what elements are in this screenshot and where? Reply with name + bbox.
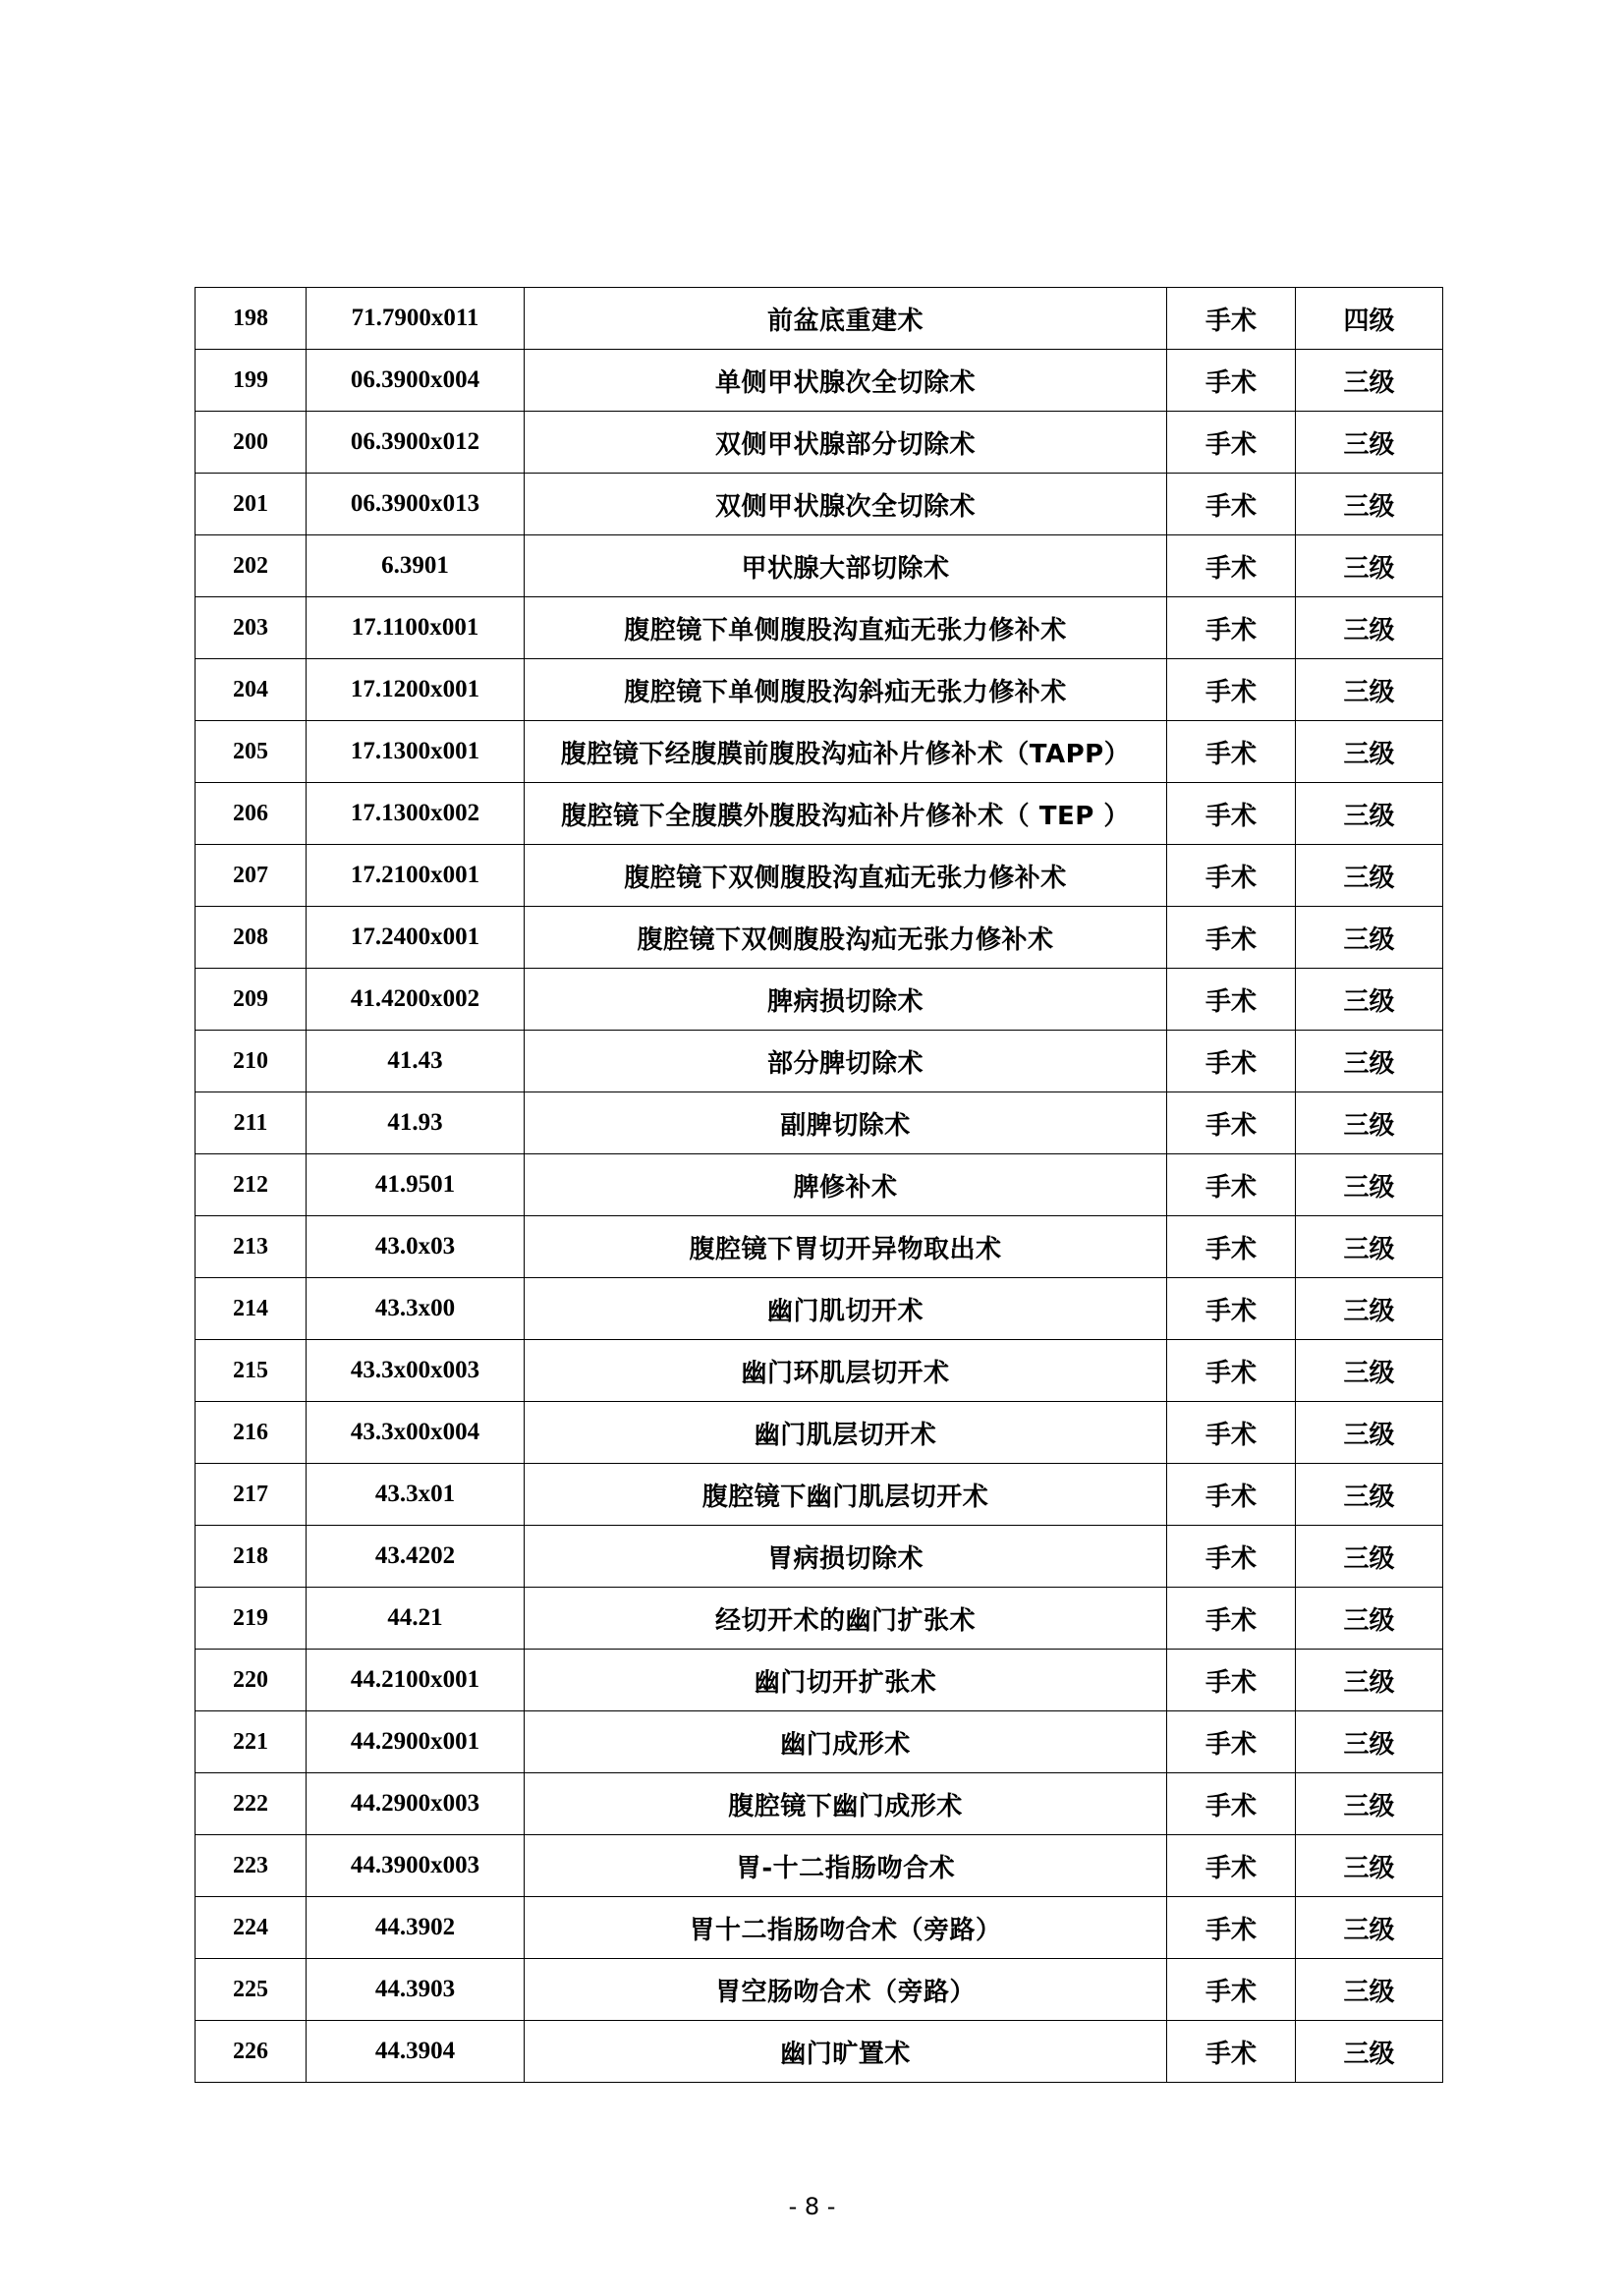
procedure-code-cell: 43.4202 xyxy=(307,1526,525,1588)
procedure-type-cell: 手术 xyxy=(1167,1402,1296,1464)
procedure-name-cell: 腹腔镜下幽门肌层切开术 xyxy=(525,1464,1167,1526)
procedure-type-cell: 手术 xyxy=(1167,1526,1296,1588)
row-number-cell: 222 xyxy=(196,1773,307,1835)
procedure-name-cell: 脾修补术 xyxy=(525,1154,1167,1216)
procedure-name-cell: 腹腔镜下胃切开异物取出术 xyxy=(525,1216,1167,1278)
row-number-cell: 205 xyxy=(196,721,307,783)
procedure-name-cell: 部分脾切除术 xyxy=(525,1031,1167,1092)
table-row xyxy=(196,597,1443,659)
procedure-code-cell: 44.2900x003 xyxy=(307,1773,525,1835)
procedure-name-cell: 幽门肌层切开术 xyxy=(525,1402,1167,1464)
procedure-code-cell: 17.2400x001 xyxy=(307,907,525,969)
procedure-type-cell: 手术 xyxy=(1167,659,1296,721)
table-row xyxy=(196,721,1443,783)
row-number-cell: 203 xyxy=(196,597,307,659)
table-row xyxy=(196,845,1443,907)
procedure-code-cell: 71.7900x011 xyxy=(307,288,525,350)
procedure-code-cell: 44.21 xyxy=(307,1588,525,1650)
procedure-code-cell: 17.1100x001 xyxy=(307,597,525,659)
procedure-code-cell: 44.3903 xyxy=(307,1959,525,2021)
procedure-type-cell: 手术 xyxy=(1167,1835,1296,1897)
procedure-name-cell: 胃-十二指肠吻合术 xyxy=(525,1835,1167,1897)
procedure-level-cell: 三级 xyxy=(1296,1650,1443,1711)
procedure-code-cell: 41.43 xyxy=(307,1031,525,1092)
procedure-code-cell: 6.3901 xyxy=(307,535,525,597)
procedure-name-cell: 腹腔镜下经腹膜前腹股沟疝补片修补术（TAPP） xyxy=(525,721,1167,783)
procedure-type-cell: 手术 xyxy=(1167,597,1296,659)
row-number-cell: 225 xyxy=(196,1959,307,2021)
procedure-type-cell: 手术 xyxy=(1167,1650,1296,1711)
procedure-type-cell: 手术 xyxy=(1167,1154,1296,1216)
procedure-type-cell: 手术 xyxy=(1167,412,1296,474)
procedure-name-cell: 胃十二指肠吻合术（旁路） xyxy=(525,1897,1167,1959)
procedure-name-cell: 前盆底重建术 xyxy=(525,288,1167,350)
row-number-cell: 220 xyxy=(196,1650,307,1711)
table-row xyxy=(196,535,1443,597)
procedure-name-cell: 幽门成形术 xyxy=(525,1711,1167,1773)
procedure-name-cell: 双侧甲状腺次全切除术 xyxy=(525,474,1167,535)
procedure-type-cell: 手术 xyxy=(1167,845,1296,907)
procedure-code-cell: 44.2100x001 xyxy=(307,1650,525,1711)
table-row xyxy=(196,1959,1443,2021)
row-number-cell: 211 xyxy=(196,1092,307,1154)
table-row xyxy=(196,1154,1443,1216)
procedure-level-cell: 三级 xyxy=(1296,1092,1443,1154)
procedure-level-cell: 三级 xyxy=(1296,907,1443,969)
row-number-cell: 198 xyxy=(196,288,307,350)
procedure-level-cell: 三级 xyxy=(1296,1835,1443,1897)
procedure-level-cell: 三级 xyxy=(1296,1588,1443,1650)
row-number-cell: 218 xyxy=(196,1526,307,1588)
procedure-type-cell: 手术 xyxy=(1167,721,1296,783)
procedure-type-cell: 手术 xyxy=(1167,288,1296,350)
procedure-code-cell: 17.2100x001 xyxy=(307,845,525,907)
procedure-name-cell: 腹腔镜下全腹膜外腹股沟疝补片修补术（ TEP ） xyxy=(525,783,1167,845)
table-row xyxy=(196,1711,1443,1773)
row-number-cell: 199 xyxy=(196,350,307,412)
procedure-level-cell: 三级 xyxy=(1296,783,1443,845)
table-row xyxy=(196,350,1443,412)
procedure-name-cell: 腹腔镜下双侧腹股沟直疝无张力修补术 xyxy=(525,845,1167,907)
procedure-level-cell: 三级 xyxy=(1296,2021,1443,2083)
table-row xyxy=(196,1278,1443,1340)
table-row xyxy=(196,907,1443,969)
row-number-cell: 213 xyxy=(196,1216,307,1278)
table-row xyxy=(196,1835,1443,1897)
procedure-name-cell: 脾病损切除术 xyxy=(525,969,1167,1031)
procedure-code-cell: 43.3x00 xyxy=(307,1278,525,1340)
procedure-level-cell: 三级 xyxy=(1296,412,1443,474)
row-number-cell: 201 xyxy=(196,474,307,535)
table-row xyxy=(196,1464,1443,1526)
page-number: - 8 - xyxy=(788,2193,836,2220)
procedure-type-cell: 手术 xyxy=(1167,1773,1296,1835)
row-number-cell: 226 xyxy=(196,2021,307,2083)
row-number-cell: 217 xyxy=(196,1464,307,1526)
procedure-code-cell: 44.2900x001 xyxy=(307,1711,525,1773)
procedure-level-cell: 四级 xyxy=(1296,288,1443,350)
table-row xyxy=(196,1897,1443,1959)
procedure-code-cell: 43.0x03 xyxy=(307,1216,525,1278)
procedure-name-cell: 胃空肠吻合术（旁路） xyxy=(525,1959,1167,2021)
procedure-table xyxy=(195,287,1443,2083)
procedure-code-cell: 06.3900x013 xyxy=(307,474,525,535)
procedure-level-cell: 三级 xyxy=(1296,597,1443,659)
procedure-level-cell: 三级 xyxy=(1296,1154,1443,1216)
table-row xyxy=(196,1031,1443,1092)
procedure-name-cell: 腹腔镜下双侧腹股沟疝无张力修补术 xyxy=(525,907,1167,969)
procedure-level-cell: 三级 xyxy=(1296,474,1443,535)
procedure-type-cell: 手术 xyxy=(1167,1278,1296,1340)
procedure-code-cell: 17.1300x001 xyxy=(307,721,525,783)
procedure-type-cell: 手术 xyxy=(1167,1464,1296,1526)
procedure-table-body xyxy=(196,288,1443,2083)
row-number-cell: 202 xyxy=(196,535,307,597)
procedure-name-cell: 副脾切除术 xyxy=(525,1092,1167,1154)
procedure-type-cell: 手术 xyxy=(1167,1897,1296,1959)
procedure-code-cell: 44.3904 xyxy=(307,2021,525,2083)
procedure-name-cell: 经切开术的幽门扩张术 xyxy=(525,1588,1167,1650)
procedure-code-cell: 44.3902 xyxy=(307,1897,525,1959)
procedure-name-cell: 胃病损切除术 xyxy=(525,1526,1167,1588)
procedure-type-cell: 手术 xyxy=(1167,474,1296,535)
table-row xyxy=(196,969,1443,1031)
procedure-code-cell: 41.93 xyxy=(307,1092,525,1154)
procedure-code-cell: 06.3900x012 xyxy=(307,412,525,474)
table-row xyxy=(196,474,1443,535)
table-row xyxy=(196,288,1443,350)
table-row xyxy=(196,2021,1443,2083)
procedure-level-cell: 三级 xyxy=(1296,1031,1443,1092)
procedure-level-cell: 三级 xyxy=(1296,1216,1443,1278)
procedure-level-cell: 三级 xyxy=(1296,1897,1443,1959)
table-row xyxy=(196,1526,1443,1588)
procedure-type-cell: 手术 xyxy=(1167,2021,1296,2083)
row-number-cell: 223 xyxy=(196,1835,307,1897)
row-number-cell: 210 xyxy=(196,1031,307,1092)
table-row xyxy=(196,783,1443,845)
procedure-level-cell: 三级 xyxy=(1296,1278,1443,1340)
procedure-level-cell: 三级 xyxy=(1296,1711,1443,1773)
procedure-level-cell: 三级 xyxy=(1296,1464,1443,1526)
table-row xyxy=(196,1216,1443,1278)
table-row xyxy=(196,1650,1443,1711)
row-number-cell: 206 xyxy=(196,783,307,845)
procedure-code-cell: 17.1300x002 xyxy=(307,783,525,845)
procedure-code-cell: 43.3x00x003 xyxy=(307,1340,525,1402)
procedure-type-cell: 手术 xyxy=(1167,350,1296,412)
table-row xyxy=(196,412,1443,474)
procedure-type-cell: 手术 xyxy=(1167,907,1296,969)
procedure-level-cell: 三级 xyxy=(1296,535,1443,597)
procedure-level-cell: 三级 xyxy=(1296,1402,1443,1464)
row-number-cell: 207 xyxy=(196,845,307,907)
procedure-type-cell: 手术 xyxy=(1167,535,1296,597)
row-number-cell: 204 xyxy=(196,659,307,721)
procedure-code-cell: 43.3x01 xyxy=(307,1464,525,1526)
procedure-type-cell: 手术 xyxy=(1167,1588,1296,1650)
procedure-name-cell: 幽门环肌层切开术 xyxy=(525,1340,1167,1402)
procedure-name-cell: 幽门旷置术 xyxy=(525,2021,1167,2083)
procedure-level-cell: 三级 xyxy=(1296,969,1443,1031)
procedure-type-cell: 手术 xyxy=(1167,969,1296,1031)
procedure-level-cell: 三级 xyxy=(1296,659,1443,721)
row-number-cell: 219 xyxy=(196,1588,307,1650)
row-number-cell: 216 xyxy=(196,1402,307,1464)
procedure-type-cell: 手术 xyxy=(1167,783,1296,845)
table-row xyxy=(196,659,1443,721)
procedure-code-cell: 43.3x00x004 xyxy=(307,1402,525,1464)
procedure-code-cell: 41.9501 xyxy=(307,1154,525,1216)
procedure-level-cell: 三级 xyxy=(1296,1773,1443,1835)
procedure-name-cell: 甲状腺大部切除术 xyxy=(525,535,1167,597)
row-number-cell: 208 xyxy=(196,907,307,969)
procedure-name-cell: 幽门切开扩张术 xyxy=(525,1650,1167,1711)
row-number-cell: 209 xyxy=(196,969,307,1031)
procedure-code-cell: 41.4200x002 xyxy=(307,969,525,1031)
procedure-level-cell: 三级 xyxy=(1296,721,1443,783)
table-row xyxy=(196,1588,1443,1650)
table-row xyxy=(196,1092,1443,1154)
row-number-cell: 214 xyxy=(196,1278,307,1340)
procedure-name-cell: 幽门肌切开术 xyxy=(525,1278,1167,1340)
procedure-code-cell: 17.1200x001 xyxy=(307,659,525,721)
row-number-cell: 215 xyxy=(196,1340,307,1402)
procedure-code-cell: 06.3900x004 xyxy=(307,350,525,412)
row-number-cell: 200 xyxy=(196,412,307,474)
procedure-type-cell: 手术 xyxy=(1167,1031,1296,1092)
procedure-type-cell: 手术 xyxy=(1167,1216,1296,1278)
procedure-type-cell: 手术 xyxy=(1167,1959,1296,2021)
procedure-name-cell: 单侧甲状腺次全切除术 xyxy=(525,350,1167,412)
procedure-level-cell: 三级 xyxy=(1296,845,1443,907)
procedure-type-cell: 手术 xyxy=(1167,1092,1296,1154)
procedure-name-cell: 双侧甲状腺部分切除术 xyxy=(525,412,1167,474)
table-row xyxy=(196,1773,1443,1835)
procedure-type-cell: 手术 xyxy=(1167,1340,1296,1402)
procedure-level-cell: 三级 xyxy=(1296,1340,1443,1402)
table-row xyxy=(196,1402,1443,1464)
row-number-cell: 221 xyxy=(196,1711,307,1773)
row-number-cell: 212 xyxy=(196,1154,307,1216)
procedure-level-cell: 三级 xyxy=(1296,1959,1443,2021)
procedure-type-cell: 手术 xyxy=(1167,1711,1296,1773)
procedure-code-cell: 44.3900x003 xyxy=(307,1835,525,1897)
procedure-level-cell: 三级 xyxy=(1296,1526,1443,1588)
procedure-level-cell: 三级 xyxy=(1296,350,1443,412)
procedure-name-cell: 腹腔镜下单侧腹股沟斜疝无张力修补术 xyxy=(525,659,1167,721)
procedure-name-cell: 腹腔镜下幽门成形术 xyxy=(525,1773,1167,1835)
table-row xyxy=(196,1340,1443,1402)
procedure-name-cell: 腹腔镜下单侧腹股沟直疝无张力修补术 xyxy=(525,597,1167,659)
row-number-cell: 224 xyxy=(196,1897,307,1959)
